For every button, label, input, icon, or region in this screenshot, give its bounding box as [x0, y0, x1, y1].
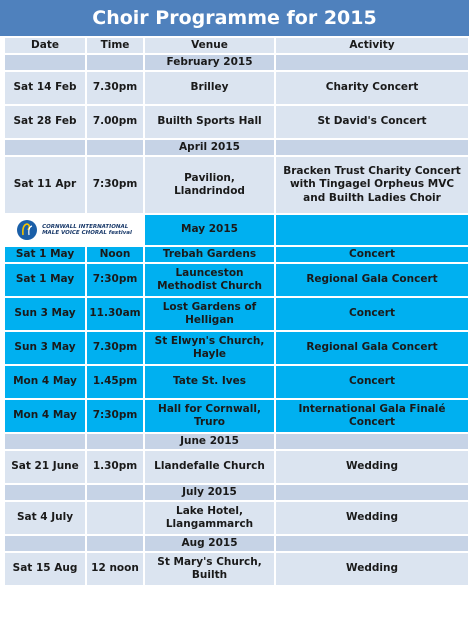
cell-activity: Concert [276, 247, 468, 262]
table-row [5, 502, 468, 534]
cell-activity: Charity Concert [276, 72, 468, 104]
column-header-date: Date [5, 38, 85, 53]
cell-venue: St Mary's Church, Builth [145, 553, 274, 585]
cell-activity: International Gala Finalé Concert [276, 400, 468, 432]
cell-venue: Llandefalle Church [145, 451, 274, 483]
cell-time: 7.00pm [87, 106, 143, 138]
cell-date: Sun 3 May [5, 332, 85, 364]
cell-time: 11.30am [87, 298, 143, 330]
cell-time: 7.30pm [87, 72, 143, 104]
section-row [5, 536, 468, 551]
cell-time: 1.30pm [87, 451, 143, 483]
column-header-time: Time [87, 38, 143, 53]
cell-activity: Wedding [276, 451, 468, 483]
cell-time: 7.30pm [87, 332, 143, 364]
cell-activity: Regional Gala Concert [276, 264, 468, 296]
page-title: Choir Programme for 2015 [0, 0, 469, 36]
table-row [5, 366, 468, 398]
cell-date: Mon 4 May [5, 400, 85, 432]
cell-activity: Bracken Trust Charity Concert with Tingagel Orpheus MVC and Builth Ladies Choir [276, 157, 468, 213]
section-label: April 2015 [145, 140, 274, 155]
section-row [5, 215, 468, 245]
table-row [5, 106, 468, 138]
cell-date: Sun 3 May [5, 298, 85, 330]
cell-activity: Concert [276, 298, 468, 330]
section-row [5, 485, 468, 500]
cell-date: Sat 14 Feb [5, 72, 85, 104]
section-label: Aug 2015 [145, 536, 274, 551]
table-row [5, 332, 468, 364]
table-row [5, 72, 468, 104]
table-row [5, 247, 468, 262]
cell-time: Noon [87, 247, 143, 262]
cell-date: Sat 4 July [5, 502, 85, 534]
section-row [5, 434, 468, 449]
cell-activity: Wedding [276, 553, 468, 585]
section-label: May 2015 [145, 215, 274, 245]
cell-venue: St Elwyn's Church, Hayle [145, 332, 274, 364]
cell-date: Sat 1 May [5, 247, 85, 262]
section-label: June 2015 [145, 434, 274, 449]
table-row [5, 157, 468, 213]
column-header-venue: Venue [145, 38, 274, 53]
table-row [5, 553, 468, 585]
cell-venue: Lost Gardens of Helligan [145, 298, 274, 330]
cell-activity: Wedding [276, 502, 468, 534]
cell-venue: Hall for Cornwall, Truro [145, 400, 274, 432]
cell-time: 7:30pm [87, 264, 143, 296]
column-header-activity: Activity [276, 38, 468, 53]
logo-line-2: MALE VOICE CHORAL festival [42, 230, 132, 236]
logo-line-1: CORNWALL INTERNATIONAL [42, 223, 129, 230]
cell-venue: Pavilion, Llandrindod [145, 157, 274, 213]
table-header [5, 38, 468, 53]
table-row [5, 298, 468, 330]
cell-date: Sat 28 Feb [5, 106, 85, 138]
festival-logo-icon [16, 219, 38, 241]
cell-venue: Lake Hotel, Llangammarch [145, 502, 274, 534]
cell-date: Mon 4 May [5, 366, 85, 398]
cell-venue: Brilley [145, 72, 274, 104]
cell-date: Sat 21 June [5, 451, 85, 483]
cell-time: 1.45pm [87, 366, 143, 398]
cell-venue: Builth Sports Hall [145, 106, 274, 138]
cell-venue: Tate St. Ives [145, 366, 274, 398]
festival-logo [5, 215, 143, 245]
cell-date: Sat 1 May [5, 264, 85, 296]
cell-activity: St David's Concert [276, 106, 468, 138]
cell-time [87, 502, 143, 534]
cell-activity: Concert [276, 366, 468, 398]
table-row [5, 400, 468, 432]
cell-date: Sat 15 Aug [5, 553, 85, 585]
table-row [5, 264, 468, 296]
section-row [5, 55, 468, 70]
cell-time: 12 noon [87, 553, 143, 585]
section-row [5, 140, 468, 155]
cell-venue: Launceston Methodist Church [145, 264, 274, 296]
cell-venue: Trebah Gardens [145, 247, 274, 262]
cell-time: 7:30pm [87, 157, 143, 213]
programme-table [3, 36, 469, 587]
cell-activity: Regional Gala Concert [276, 332, 468, 364]
section-label: July 2015 [145, 485, 274, 500]
cell-date: Sat 11 Apr [5, 157, 85, 213]
cell-time: 7:30pm [87, 400, 143, 432]
section-label: February 2015 [145, 55, 274, 70]
table-row [5, 451, 468, 483]
